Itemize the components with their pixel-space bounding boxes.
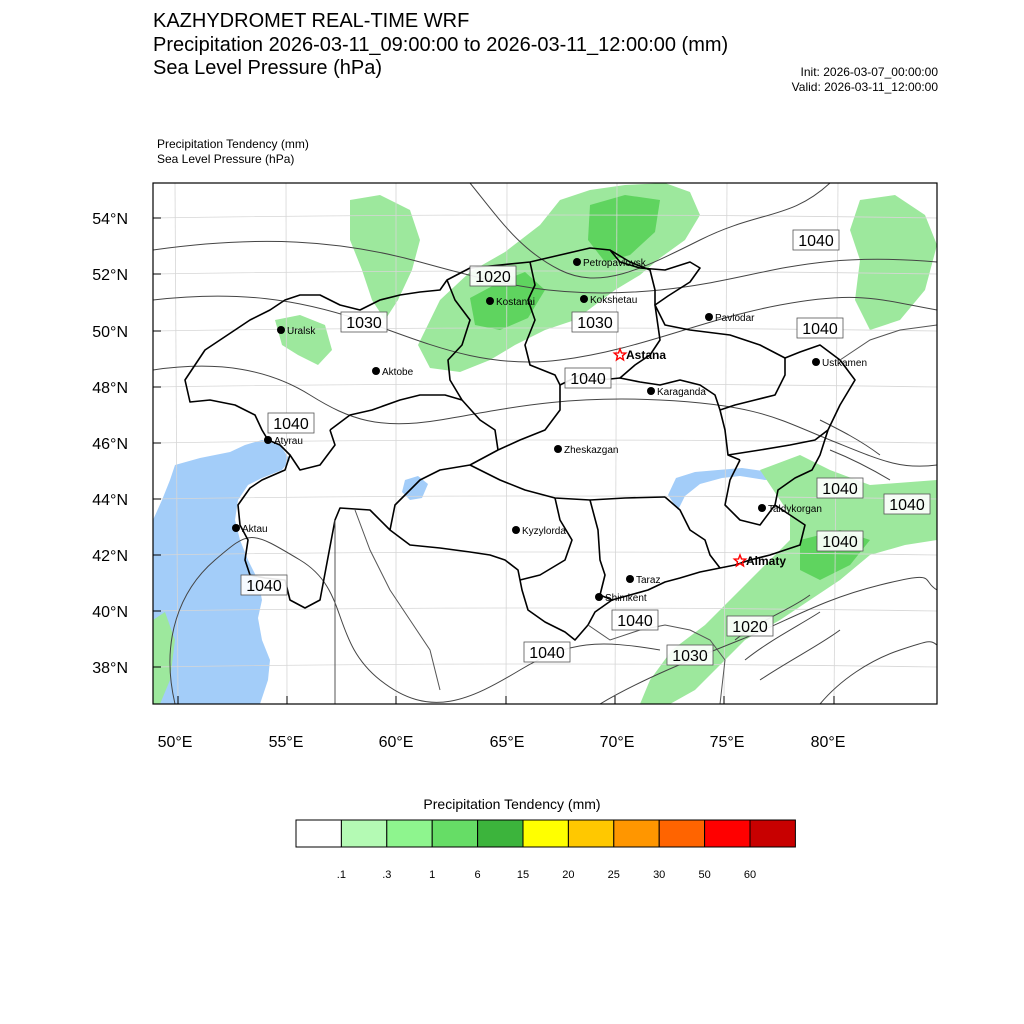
field-label-precip: Precipitation Tendency (mm) (157, 137, 309, 151)
lat-label: 44°N (92, 492, 128, 509)
lon-axis-labels (158, 734, 846, 751)
precip-area-west-bands (350, 195, 420, 320)
city-dot-icon (264, 436, 272, 444)
colorbar-tick-label: 50 (698, 869, 711, 881)
lon-label: 80°E (810, 734, 846, 751)
colorbar-tick-label: 6 (474, 869, 481, 881)
svg-text:1020: 1020 (732, 619, 768, 636)
city-marker (758, 504, 822, 515)
lat-axis-labels (92, 211, 128, 677)
city-label: Pavlodar (715, 313, 755, 324)
contour-label (817, 531, 863, 551)
colorbar-swatch (478, 820, 523, 847)
city-label: Aktobe (382, 367, 414, 378)
city-label: Ustkamen (822, 358, 868, 369)
colorbar-tick-label: 25 (607, 869, 620, 881)
city-label: Kostanai (496, 297, 535, 308)
city-label: Kokshetau (590, 295, 638, 306)
city-dot-icon (705, 313, 713, 321)
city-dot-icon (486, 297, 494, 305)
colorbar-swatch (432, 820, 477, 847)
colorbar-swatch (296, 820, 341, 847)
city-marker (372, 367, 414, 378)
lat-label: 52°N (92, 267, 128, 284)
city-dot-icon (277, 326, 285, 334)
city-label: Taraz (636, 575, 661, 586)
contour-label (667, 645, 713, 665)
city-label: Uralsk (287, 326, 316, 337)
city-marker (647, 387, 706, 398)
lon-label: 50°E (157, 734, 193, 751)
city-marker (595, 593, 647, 604)
contour-label (727, 616, 773, 636)
svg-text:1040: 1040 (570, 371, 606, 388)
contour-label (884, 494, 930, 514)
svg-text:1040: 1040 (273, 416, 309, 433)
lat-label: 48°N (92, 380, 128, 397)
lat-label: 38°N (92, 660, 128, 677)
colorbar-tick-label: 20 (562, 869, 575, 881)
contour-label (797, 318, 843, 338)
colorbar-title: Precipitation Tendency (mm) (423, 796, 601, 812)
colorbar-swatch (568, 820, 613, 847)
lat-label: 46°N (92, 436, 128, 453)
caspian-sea (153, 440, 290, 704)
svg-text:1040: 1040 (889, 497, 925, 514)
city-label: Zheskazgan (564, 445, 619, 456)
svg-text:1040: 1040 (529, 645, 565, 662)
contour-label (341, 312, 387, 332)
city-marker (554, 445, 618, 456)
city-marker (573, 258, 647, 269)
colorbar-swatch (387, 820, 432, 847)
field-label-slp: Sea Level Pressure (hPa) (157, 152, 295, 166)
colorbar-tick-label: .1 (336, 869, 346, 881)
lat-label: 54°N (92, 211, 128, 228)
city-dot-icon (573, 258, 581, 266)
city-label: Atyrau (274, 436, 303, 447)
city-dot-icon (812, 358, 820, 366)
lon-label: 60°E (378, 734, 414, 751)
svg-text:1030: 1030 (346, 315, 382, 332)
city-dot-icon (758, 504, 766, 512)
city-marker (734, 554, 786, 568)
precip-area-uralsk (275, 315, 332, 365)
colorbar-swatch (341, 820, 386, 847)
city-label: Kyzylorda (522, 526, 566, 537)
city-marker (614, 348, 666, 362)
svg-text:1040: 1040 (617, 613, 653, 630)
svg-text:1040: 1040 (822, 534, 858, 551)
city-marker (812, 358, 867, 369)
city-dot-icon (512, 526, 520, 534)
city-label: Aktau (242, 524, 268, 535)
svg-text:1020: 1020 (475, 269, 511, 286)
colorbar-swatch (523, 820, 568, 847)
city-label: Karaganda (657, 387, 706, 398)
colorbar-swatch (614, 820, 659, 847)
city-label: Almaty (746, 554, 787, 568)
contour-label (572, 312, 618, 332)
city-dot-icon (626, 575, 634, 583)
svg-text:1030: 1030 (672, 648, 708, 665)
colorbar-swatch (705, 820, 750, 847)
city-dot-icon (647, 387, 655, 395)
chart-subtitle-slp: Sea Level Pressure (hPa) (153, 57, 383, 79)
city-dot-icon (595, 593, 603, 601)
colorbar-tick-label: 30 (653, 869, 666, 881)
contour-label (524, 642, 570, 662)
city-dot-icon (232, 524, 240, 532)
precip-area-east (850, 195, 937, 330)
colorbar-swatch (750, 820, 795, 847)
colorbar (296, 820, 795, 881)
colorbar-tick-label: 1 (429, 869, 436, 881)
map-content (153, 183, 937, 704)
init-time: Init: 2026-03-07_00:00:00 (800, 65, 938, 79)
colorbar-tick-label: 60 (743, 869, 757, 881)
colorbar-tick-label: .3 (382, 869, 392, 881)
chart-subtitle-precip: Precipitation 2026-03-11_09:00:00 to 2026-03-11_12:00:00 (mm) (153, 34, 729, 56)
lat-label: 40°N (92, 604, 128, 621)
city-label: Taldykorgan (768, 504, 822, 515)
lon-label: 55°E (268, 734, 304, 751)
contour-label (612, 610, 658, 630)
svg-text:1040: 1040 (822, 481, 858, 498)
lat-label: 50°N (92, 324, 128, 341)
city-label: Shimkent (605, 593, 647, 604)
colorbar-swatch (659, 820, 704, 847)
svg-text:1040: 1040 (246, 578, 282, 595)
city-marker (705, 313, 755, 324)
contour-label (565, 368, 611, 388)
lon-label: 65°E (489, 734, 525, 751)
contour-label (470, 266, 516, 286)
svg-text:1040: 1040 (798, 233, 834, 250)
contour-label (817, 478, 863, 498)
city-marker (512, 526, 566, 537)
lon-label: 75°E (709, 734, 745, 751)
svg-text:1030: 1030 (577, 315, 613, 332)
city-label: Petropavlovsk (583, 258, 646, 269)
city-label: Astana (626, 348, 667, 362)
contour-label (268, 413, 314, 433)
colorbar-tick-label: 15 (516, 869, 530, 881)
valid-time: Valid: 2026-03-11_12:00:00 (791, 80, 938, 94)
city-dot-icon (372, 367, 380, 375)
contour-label (793, 230, 839, 250)
lat-label: 42°N (92, 548, 128, 565)
city-dot-icon (554, 445, 562, 453)
svg-text:1040: 1040 (802, 321, 838, 338)
lon-label: 70°E (599, 734, 635, 751)
city-dot-icon (580, 295, 588, 303)
city-marker (626, 575, 660, 586)
chart-title: KAZHYDROMET REAL-TIME WRF (153, 10, 470, 32)
contour-label (241, 575, 287, 595)
